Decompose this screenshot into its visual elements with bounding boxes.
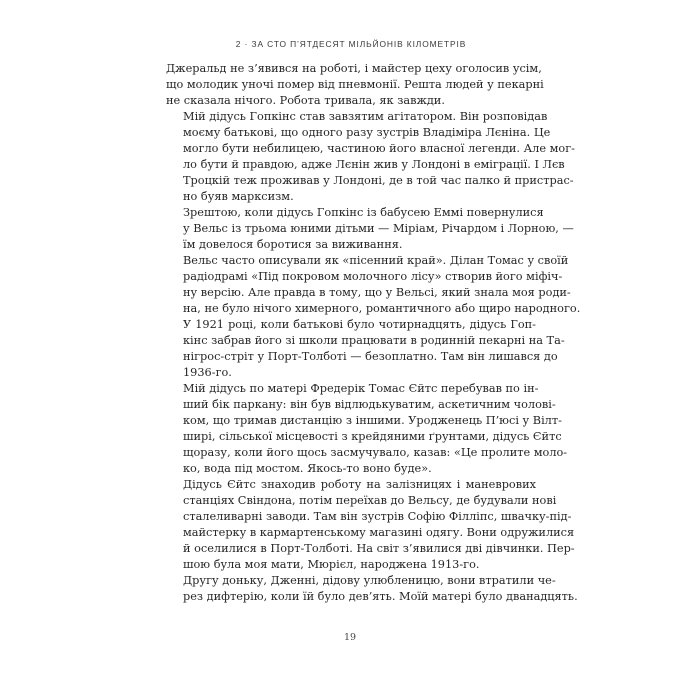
text-line: на, не було нічого химерного, романтичного або щиро народного. [183, 302, 581, 315]
paragraph [166, 573, 578, 605]
page-number: 19 [343, 632, 357, 643]
text-line: й оселилися в Порт-Толботі. На світ з’явилися дві дівчинки. Пер- [183, 542, 575, 555]
text-line: станціях Свіндона, потім переїхав до Вельсу, де будували нові [183, 494, 557, 507]
text-line: шою була моя мати, Мюрієл, народжена 1913-го. [183, 558, 480, 571]
text-line: сталеливарні заводи. Там він зустрів Софію Філліпс, швачку-під- [183, 510, 572, 523]
text-line: но буяв марксизм. [183, 190, 294, 203]
paragraph [166, 109, 575, 205]
paragraph [166, 61, 544, 109]
text-line: Вельс часто описували як «пісенний край». Ділан Томас у своїй [183, 254, 569, 267]
body-text [166, 61, 581, 605]
text-line: Другу доньку, Дженні, дідову улюбленицю, вони втратили че- [183, 574, 556, 587]
text-line: ну версію. Але правда в тому, що у Вельсі, який знала моя роди- [183, 286, 571, 299]
text-line: щоразу, коли його щось засмучувало, казав: «Це пролите моло- [183, 446, 568, 459]
text-line: радіодрамі «Під покровом молочного лісу» створив його міфіч- [183, 270, 563, 283]
paragraph [166, 205, 574, 253]
text-line: Мій дідусь по матері Фредерік Томас Єйтс перебував по ін- [183, 382, 539, 395]
text-line: ко, вода під мостом. Якось-то воно буде». [183, 462, 432, 475]
paragraph [166, 317, 565, 381]
text-line: могло бути небилицею, частиною його власної легенди. Але мог- [183, 142, 575, 155]
text-line: Джеральд не з’явився на роботі, і майстер цеху оголосив усім, [166, 62, 542, 75]
text-line: майстерку в кармартенському магазині одягу. Вони одружилися [183, 526, 575, 539]
text-line: ком, що тримав дистанцію з іншими. Уродженець П’юсі у Вілт- [183, 414, 562, 427]
text-line: ший бік паркану: він був відлюдькуватим, аскетичним чолові- [183, 398, 556, 411]
text-line: Мій дідусь Гопкінс став завзятим агітатором. Він розповідав [183, 110, 548, 123]
text-line: моєму батькові, що одного разу зустрів Владіміра Лєніна. Це [183, 126, 551, 139]
running-head: 2 · ЗА СТО П’ЯТДЕСЯТ МІЛЬЙОНІВ КІЛОМЕТРІВ [235, 39, 467, 49]
text-line: їм довелося боротися за виживання. [183, 238, 403, 251]
text-line: у Вельс із трьома юними дітьми — Міріам, Річардом і Лорною, — [183, 222, 574, 235]
text-line: що молодик уночі помер від пневмонії. Решта людей у пекарні [166, 78, 544, 91]
text-line: Троцкій теж проживав у Лондоні, де в той час палко й пристрас- [183, 174, 574, 187]
text-line: Зрештою, коли дідусь Гопкінс із бабусею Еммі повернулися [183, 206, 544, 219]
paragraph [166, 253, 581, 317]
paragraph [166, 477, 575, 573]
text-line: У 1921 році, коли батькові було чотирнадцять, дідусь Гоп- [183, 318, 536, 331]
text-line: не сказала нічого. Робота тривала, як завжди. [166, 94, 445, 107]
text-line: кінс забрав його зі школи працювати в родинній пекарні на Та- [183, 334, 565, 347]
paragraph [166, 381, 568, 477]
text-line: Дідусь Єйтс знаходив роботу на залізницях і маневрових [183, 478, 536, 491]
text-line: рез дифтерію, коли їй було дев’ять. Моїй матері було дванадцять. [183, 590, 578, 603]
text-line: нігрос-стріт у Порт-Толботі — безоплатно. Там він лишався до [183, 350, 558, 363]
text-line: ширі, сільської місцевості з крейдяними ґрунтами, дідусь Єйтс [183, 430, 562, 443]
text-line: ло бути й правдою, адже Лєнін жив у Лондоні в еміграції. І Лєв [183, 158, 565, 171]
text-line: 1936-го. [183, 366, 232, 379]
